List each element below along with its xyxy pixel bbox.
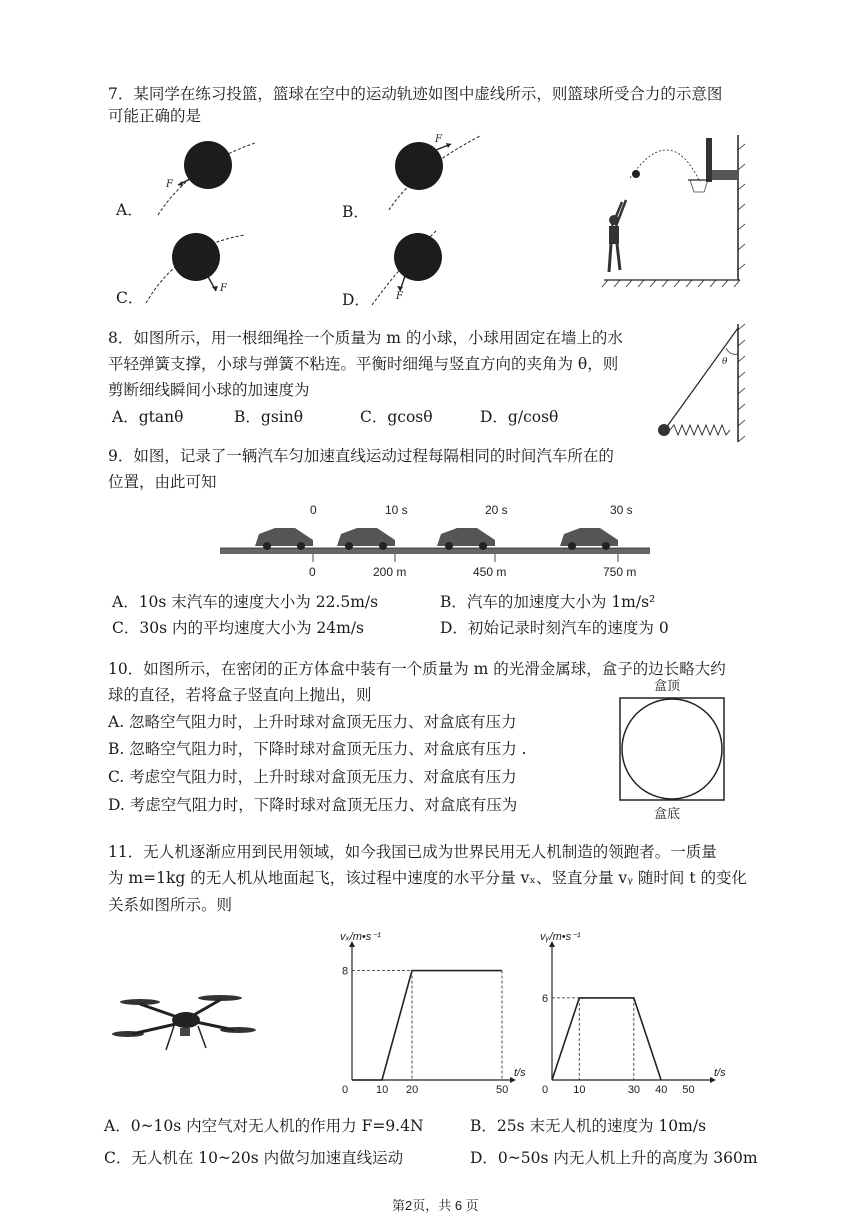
car-icon <box>437 528 495 550</box>
x-tick-label: 10 <box>376 1084 389 1096</box>
q9-stem-line1: 9．如图，记录了一辆汽车匀加速直线运动过程每隔相同的时间汽车所在的 <box>108 447 614 465</box>
time-label-0: 0 <box>310 503 317 517</box>
q11-option-a: A．0~10s 内空气对无人机的作用力 F=9.4N <box>104 1117 424 1135</box>
series-line <box>552 998 661 1080</box>
position-label-200: 200 m <box>373 565 407 579</box>
q8-stem-line3: 剪断细线瞬间小球的加速度为 <box>108 381 310 399</box>
q7-option-a-label: A． <box>116 201 143 219</box>
y-axis-label: vₓ/m•s⁻¹ <box>340 931 381 943</box>
drone-icon <box>110 990 260 1070</box>
basketball-icon <box>395 142 443 190</box>
q11-option-c: C．无人机在 10~20s 内做匀加速直线运动 <box>104 1149 404 1167</box>
x-axis-label: t/s <box>514 1067 526 1079</box>
x-tick-label: 50 <box>496 1084 509 1096</box>
q7-stem-line1: 7．某同学在练习投篮，篮球在空中的运动轨迹如图中虚线所示，则篮球所受合力的示意图 <box>108 85 723 103</box>
x-axis-label: t/s <box>714 1067 726 1079</box>
q7-option-b-diagram <box>375 130 485 215</box>
x-tick-label: 0 <box>342 1084 349 1096</box>
ball-icon <box>632 170 640 178</box>
q7-hoop-scene <box>600 130 750 295</box>
q11-option-b: B．25s 末无人机的速度为 10m/s <box>470 1117 707 1135</box>
metal-ball <box>622 699 722 799</box>
time-label-30: 30 s <box>610 503 633 517</box>
q8-spring-diagram <box>650 318 750 448</box>
q9-option-a: A．10s 末汽车的速度大小为 22.5m/s <box>112 593 379 611</box>
q7-option-a-diagram <box>150 135 260 220</box>
x-tick-label: 30 <box>627 1084 641 1096</box>
y-tick-label: 8 <box>342 965 349 978</box>
angle-label: θ <box>722 357 728 367</box>
series-line <box>352 971 502 1080</box>
q7-option-b-label: B． <box>342 203 369 221</box>
svg-text:F: F <box>435 134 442 145</box>
y-axis-label: vᵧ/m•s⁻¹ <box>540 931 581 943</box>
car-icon <box>255 528 313 550</box>
ball-icon <box>658 424 670 436</box>
car-icon <box>337 528 395 550</box>
svg-text:F: F <box>220 283 227 294</box>
position-label-750: 750 m <box>603 565 637 579</box>
page-footer: 第2页，共 6 页 <box>392 1198 479 1213</box>
spring-icon <box>670 425 730 435</box>
q10-option-d: D. 考虑空气阻力时，下降时球对盒顶无压力、对盒底有压为 <box>108 796 518 814</box>
x-tick-label: 20 <box>406 1084 419 1096</box>
q11-option-d: D．0~50s 内无人机上升的高度为 360m <box>470 1149 758 1167</box>
q10-stem-line2: 球的直径，若将盒子竖直向上抛出，则 <box>108 686 372 704</box>
position-label-0: 0 <box>309 565 316 579</box>
time-label-10: 10 s <box>385 503 408 517</box>
force-label: F <box>166 179 173 190</box>
q7-option-d-label: D． <box>342 291 370 309</box>
player-icon <box>609 200 626 272</box>
x-tick-label: 50 <box>682 1084 695 1096</box>
time-label-20: 20 s <box>485 503 508 517</box>
q11-stem-line3: 关系如图所示。则 <box>108 896 233 914</box>
q8-option-b: B．gsinθ <box>234 408 304 426</box>
y-tick-label: 6 <box>542 992 549 1005</box>
q11-stem-line1: 11．无人机逐渐应用到民用领域，如今我国已成为世界民用无人机制造的领跑者。一质量 <box>108 843 717 861</box>
q7-option-c-diagram <box>140 225 250 310</box>
q8-option-d: D．g/cosθ <box>480 408 559 426</box>
q9-option-b: B．汽车的加速度大小为 1m/s² <box>440 593 656 611</box>
q9-car-diagram <box>215 500 655 582</box>
q9-stem-line2: 位置，由此可知 <box>108 473 217 491</box>
q10-option-b: B. 忽略空气阻力时，下降时球对盒顶无压力、对盒底有压力 . <box>108 740 527 758</box>
q10-option-c: C. 考虑空气阻力时，上升时球对盒顶无压力、对盒底有压力 <box>108 768 517 786</box>
position-label-450: 450 m <box>473 565 507 579</box>
q7-stem-line2: 可能正确的是 <box>108 107 202 125</box>
basketball-icon <box>172 233 220 281</box>
q11-stem-line2: 为 m=1kg 的无人机从地面起飞，该过程中速度的水平分量 vₓ、竖直分量 vᵧ 随时间 t 的变化 <box>108 869 747 887</box>
car-icon <box>560 528 618 550</box>
q8-option-c: C．gcosθ <box>360 408 433 426</box>
q10-stem-line1: 10．如图所示，在密闭的正方体盒中装有一个质量为 m 的光滑金属球，盒子的边长略大约 <box>108 660 726 678</box>
q7-option-c-label: C． <box>116 289 144 307</box>
q7-option-d-diagram <box>366 225 476 310</box>
vx-chart <box>330 930 526 1096</box>
box-top-label: 盒顶 <box>654 679 681 694</box>
cube-box <box>620 698 724 800</box>
q8-stem-line2: 平轻弹簧支撑，小球与弹簧不粘连。平衡时细绳与竖直方向的夹角为 θ，则 <box>108 355 619 373</box>
basketball-icon <box>184 141 232 189</box>
q8-option-a: A．gtanθ <box>112 408 184 426</box>
q10-option-a: A. 忽略空气阻力时，上升时球对盒顶无压力、对盒底有压力 <box>108 713 517 731</box>
svg-text:F: F <box>396 291 403 302</box>
q9-option-d: D．初始记录时刻汽车的速度为 0 <box>440 619 669 637</box>
x-tick-label: 0 <box>542 1084 549 1096</box>
q8-stem-line1: 8．如图所示，用一根细绳拴一个质量为 m 的小球，小球用固定在墙上的水 <box>108 329 623 347</box>
x-tick-label: 10 <box>573 1084 586 1096</box>
q9-option-c: C．30s 内的平均速度大小为 24m/s <box>112 619 364 637</box>
x-tick-label: 40 <box>655 1084 668 1096</box>
basketball-icon <box>394 233 442 281</box>
q10-box-diagram <box>612 678 732 823</box>
vy-chart <box>530 930 726 1096</box>
box-bottom-label: 盒底 <box>654 807 681 822</box>
